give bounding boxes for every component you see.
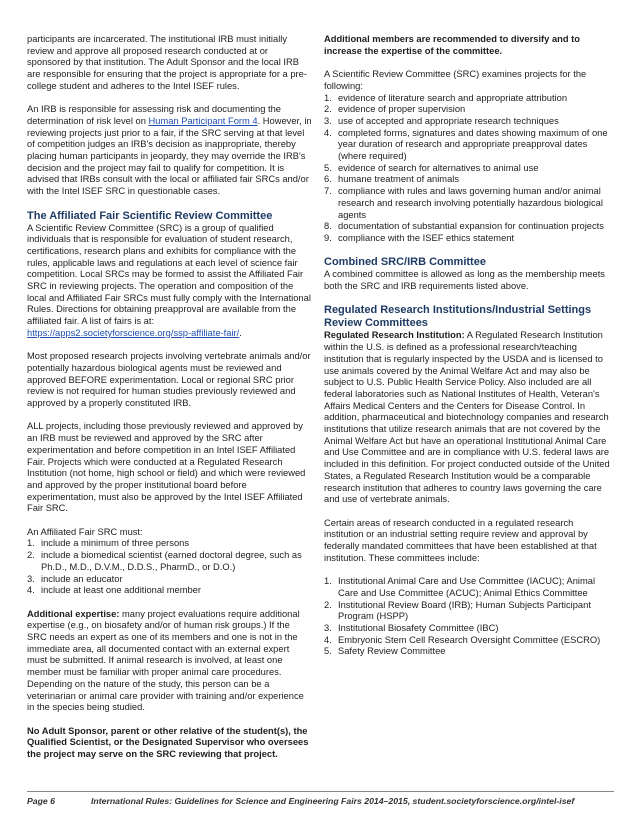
list-item: 3. use of accepted and appropriate research techniques — [324, 115, 559, 126]
affiliate-fair-list-link[interactable]: https://apps2.societyforscience.org/ssp-affiliate-fair/ — [27, 327, 240, 338]
list-item: 3. include an educator — [27, 573, 123, 584]
paragraph-all-projects: ALL projects, including those previously reviewed and approved by an IRB must be reviewed and approved by the SRC after experimentation and before competition in an Intel ISEF Affiliated Fair. Projects which were conducted at a Regulated Research Institution (not home, high school or field) and which were reviewed and approved by the proper institutional board before experimentation, must also be approved by the Intel ISEF Affiliated Fair SRC. — [27, 421, 306, 514]
list-item: 9. compliance with the ISEF ethics statement — [324, 232, 515, 243]
paragraph-irb-institution: participants are incarcerated. The institutional IRB must initially review and approve all proposed research conducted at or sponsored by that institution. The Adult Sponsor and the local IRB are responsible for ensuring that the project is appropriate for a pre-college student and adheres to the Intel ISEF rules. — [27, 34, 307, 91]
left-column — [27, 34, 312, 772]
right-column — [324, 34, 614, 670]
text-span: A Regulated Research Institution within the U.S. is defined as a professional research/teaching institution that is regularly inspected by the USDA and is licensed to use animals covered by the Animal Welfare Act and may also be subject to U.S. Public Health Service Policy. Also included are all federal laboratories such as National Institutes of Health, Veteran's Affairs Medical Centers and the Centers for Disease Control. In addition, pharmaceutical and biotechnology companies and research institutions that utilize research animals that are not covered by the Animal Welfare Act but have an operational Institutional Animal Care and Use Committee and are in compliance with U.S. federal laws are included in this definition. For project conducted outside of the United States, a Regulated Research Institution would be a comparable research institution that adheres to country laws governing the care and use of vertebrate animals. — [324, 330, 610, 505]
text-span: A Scientific Review Committee (SRC) is a group of qualified individuals that is responsible for evaluation of student research, certifications, research plans and exhibits for compliance with the rules, applicable laws and regulations at each level of science fair competition. Local SRCs may be formed to assist the Affiliated Fair SRC in reviewing projects. The operation and composition of the local and Affiliated Fair SRCs must fully comply with the International Rules. Directions for obtaining preapproval are available from the affiliated fair. A list of fairs is at: — [27, 222, 311, 327]
list-item: 1. Institutional Animal Care and Use Committee (IACUC); Animal Care and Use Committee (ACUC); Animal Ethics Committee — [324, 576, 596, 598]
bold-text: Additional members are recommended to diversify and to increase the expertise of the committee. — [324, 34, 580, 56]
paragraph-src-examines: A Scientific Review Committee (SRC) examines projects for the following: — [324, 69, 587, 91]
list-item: 1. include a minimum of three persons — [27, 538, 190, 549]
paragraph-preapproval: Most proposed research projects involving vertebrate animals and/or potentially hazardous biological agents must be reviewed and approved BEFORE experimentation. Local or regional SRC prior review is not required for human studies previously reviewed and approved by a properly constituted IRB. — [27, 351, 311, 409]
footer-divider — [27, 791, 614, 792]
text-span: many project evaluations require additional expertise (e.g., on biosafety and/or of human risk groups.) If the SRC needs an expert as one of its members and one is not in the immediate area, all documented contact with an external expert must be submitted. If animal research is involved, at least one member must be familiar with proper animal care procedures. Depending on the nature of the study, this person can be a veterinarian or animal care provider with training and/or experience in the species being studied. — [27, 608, 304, 713]
list-item: 6. humane treatment of animals — [324, 174, 460, 185]
list-item: 7. compliance with rules and laws governing human and/or animal research and research involving potentially hazardous biological agents — [324, 186, 603, 220]
text-span: An IRB is responsible for assessing risk and documenting the determination of risk level on — [27, 104, 281, 126]
bold-lead: Regulated Research Institution: — [324, 330, 465, 341]
list-item: 8. documentation of substantial expansion for continuation projects — [324, 221, 604, 232]
paragraph-additional-members — [324, 34, 614, 57]
list-item: 1. evidence of literature search and appropriate attribution — [324, 92, 568, 103]
list-item: 2. evidence of proper supervision — [324, 104, 466, 115]
committees-list — [324, 576, 614, 658]
paragraph-combined: A combined committee is allowed as long as the membership meets both the SRC and IRB requirements listed above. — [324, 269, 605, 292]
text-span: . However, in reviewing projects just prior to a fair, if the SRC serving at that level of competition judges an IRB's decision as inappropriate, thereby placing human participants in jeopardy, they may override the IRB's decision and the project may fail to qualify for competition. It is advised that IRBs consult with the local or affiliated fair SRCs and/or with the Intel ISEF SRC in questionable cases. — [27, 115, 312, 197]
src-must-label: An Affiliated Fair SRC must: — [27, 526, 143, 537]
page-number: Page 6 — [27, 796, 56, 806]
list-item: 4. include at least one additional member — [27, 585, 201, 596]
paragraph-certain-areas: Certain areas of research conducted in a regulated research institution or an industrial setting require review and approval by federally mandated committees that have been established at that institution. These committees include: — [324, 517, 597, 563]
text-span: . — [239, 327, 242, 338]
paragraph-regulated-definition — [324, 330, 614, 506]
src-must-list — [27, 538, 312, 597]
paragraph-irb-risk — [27, 104, 312, 198]
list-item: 3. Institutional Biosafety Committee (IBC) — [324, 622, 499, 633]
paragraph-no-adult-sponsor — [27, 726, 312, 761]
list-item: 5. evidence of search for alternatives to animal use — [324, 162, 539, 173]
list-item: 2. Institutional Review Board (IRB); Human Subjects Participant Program (HSPP) — [324, 599, 591, 622]
heading-regulated-research: Regulated Research Institutions/Industrial Settings Review Committees — [324, 304, 592, 330]
heading-affiliated-fair-src: The Affiliated Fair Scientific Review Committee — [27, 209, 273, 222]
src-examines-list — [324, 93, 614, 245]
list-item: 5. Safety Review Committee — [324, 646, 446, 657]
human-participant-form-4-link[interactable]: Human Participant Form 4 — [148, 115, 258, 126]
footer-title: International Rules: Guidelines for Science and Engineering Fairs 2014–2015, student.societyforscience.org/intel-isef — [91, 796, 575, 806]
paragraph-additional-expertise — [27, 609, 312, 714]
heading-combined-src-irb: Combined SRC/IRB Committee — [324, 256, 486, 269]
bold-text: No Adult Sponsor, parent or other relative of the student(s), the Qualified Scientist, or the Designated Supervisor who oversees the project may serve on the SRC reviewing that project. — [27, 725, 309, 760]
list-item: 4. Embryonic Stem Cell Research Oversight Committee (ESCRO) — [324, 634, 601, 645]
bold-lead: Additional expertise: — [27, 608, 120, 619]
list-item: 2. include a biomedical scientist (earned doctoral degree, such as Ph.D., M.D., D.V.M., D.D.S., PharmD., or D.O.) — [27, 550, 302, 572]
list-item: 4. completed forms, signatures and dates showing maximum of one year duration of research and appropriate preapproval dates (where required) — [324, 127, 608, 162]
paragraph-src-definition — [27, 223, 312, 340]
